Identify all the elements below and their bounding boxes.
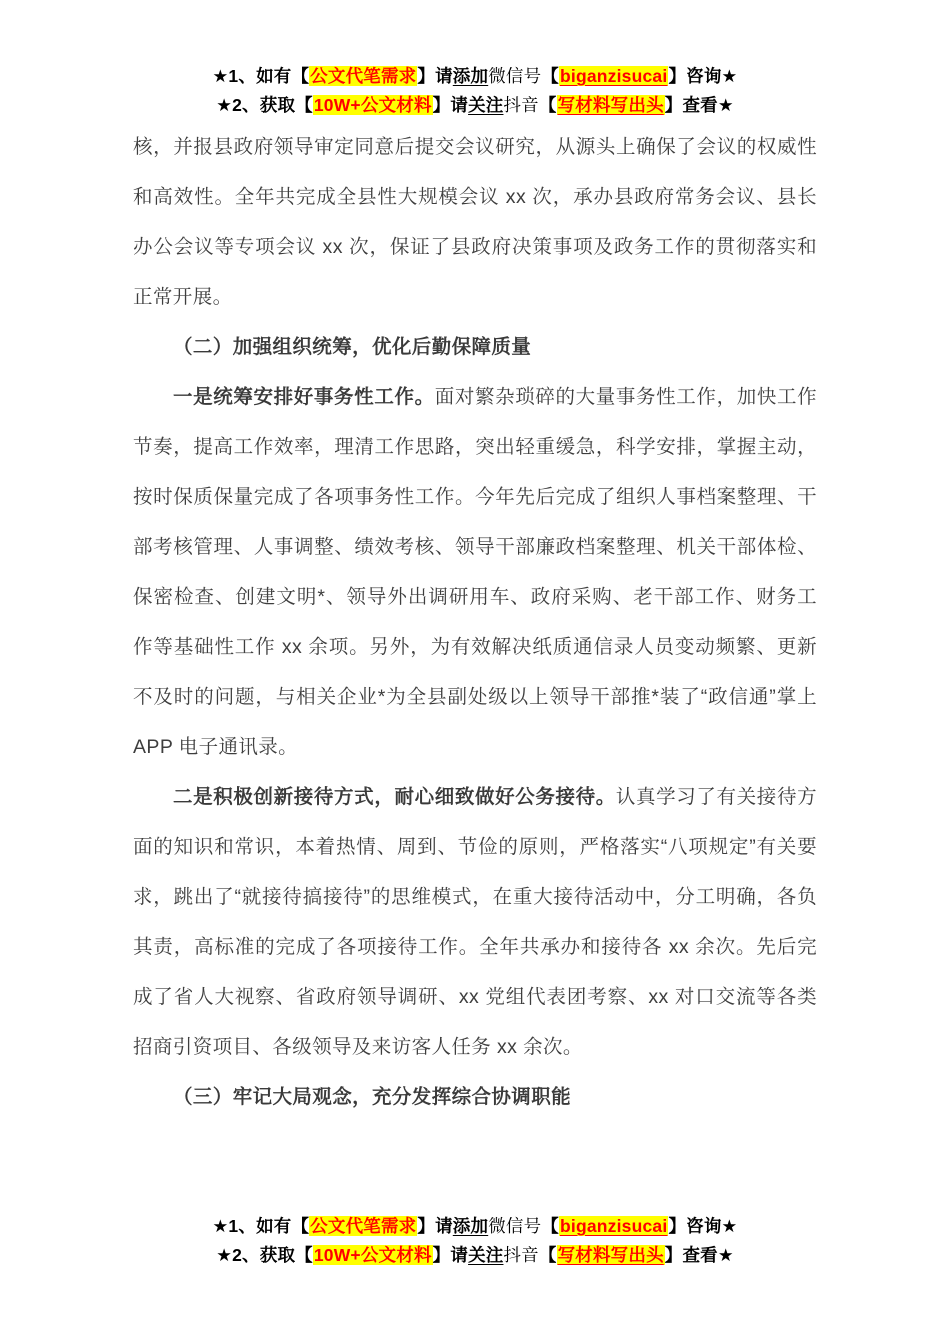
promo-text: 】请 [432, 1244, 469, 1265]
promo-text-douyin: 抖音 [503, 94, 539, 115]
underline-tianjia: 添加 [452, 66, 489, 86]
document-body [133, 122, 817, 1122]
paragraph-body-text: 面对繁杂琐碎的大量事务性工作，加快工作节奏，提高工作效率，理清工作思路，突出轻重缓急，科学安排，掌握主动，按时保质保量完成了各项事务性工作。今年先后完成了组织人事档案整理、干部考核管理、人事调整、绩效考核、领导干部廉政档案整理、机关干部体检、保密检查、创建文明*、领导外出调研用车、政府采购、老干部工作、财务工作等基础性工作 xx 余项。另外，为有效解决纸质通信录人员变动频繁、更新不及时的问题，与相关企业*为全县副处级以上领导干部推*装了“政信通”掌上 APP 电子通讯录。 [133, 386, 817, 758]
underline-tianjia: 添加 [452, 1216, 489, 1236]
promo-line-2 [0, 91, 950, 120]
promo-text: 【 [538, 1244, 557, 1265]
promo-text-wechat: 微信号 [488, 1216, 542, 1236]
promo-text: ★2、获取【 [216, 1244, 313, 1265]
section-heading-2: （二）加强组织统筹，优化后勤保障质量 [173, 336, 532, 358]
underline-guanzhu: 关注 [468, 94, 504, 115]
paragraph-lead-bold: 二是积极创新接待方式，耐心细致做好公务接待。 [173, 786, 616, 808]
promo-text: 【 [538, 94, 557, 115]
highlight-gongwen-cailiao: 10W+公文材料 [313, 1244, 432, 1265]
paragraph-body-text: 认真学习了有关接待方面的知识和常识，本着热情、周到、节俭的原则，严格落实“八项规定”有关要求，跳出了“就接待搞接待”的思维模式，在重大接待活动中，分工明确，各负其责，高标准的完成了各项接待工作。全年共承办和接待各 xx 余次。先后完成了省人大视察、省政府领导调研、xx 党组代表团考察、xx 对口交流等各类招商引资项目、各级领导及来访客人任务 xx 余次。 [133, 786, 817, 1058]
promo-text: ★1、如有【 [212, 66, 310, 86]
promo-text: 】咨询★ [668, 66, 738, 86]
promo-text: 】请 [417, 66, 453, 86]
highlight-douyin-id: 写材料写出头 [557, 1244, 664, 1265]
paragraph-continuation: 核，并报县政府领导审定同意后提交会议研究，从源头上确保了会议的权威性和高效性。全年共完成全县性大规模会议 xx 次，承办县政府常务会议、县长办公会议等专项会议 xx 次，保证了县政府决策事项及政务工作的贯彻落实和正常开展。 [133, 136, 817, 308]
promo-text: 】咨询★ [668, 1216, 738, 1236]
promo-line-2 [0, 1241, 950, 1270]
promo-text-wechat: 微信号 [488, 66, 542, 86]
section-heading-3: （三）牢记大局观念，充分发挥综合协调职能 [173, 1086, 572, 1108]
paragraph-lead-bold: 一是统筹安排好事务性工作。 [173, 386, 435, 408]
highlight-wechat-id: biganzisucai [560, 66, 668, 86]
promo-text: 】查看★ [664, 1244, 734, 1265]
promo-text: 【 [541, 1216, 559, 1236]
highlight-douyin-id: 写材料写出头 [557, 94, 664, 115]
promo-banner-bottom [0, 1212, 950, 1269]
highlight-gongwen-daibi: 公文代笔需求 [310, 1216, 417, 1236]
promo-text: 【 [541, 66, 559, 86]
promo-text: ★2、获取【 [216, 94, 313, 115]
underline-guanzhu: 关注 [468, 1244, 504, 1265]
promo-text: 】查看★ [664, 94, 734, 115]
promo-banner-top [0, 62, 950, 119]
promo-text-douyin: 抖音 [503, 1244, 539, 1265]
promo-text: 】请 [432, 94, 469, 115]
promo-line-1 [0, 62, 950, 91]
promo-line-1 [0, 1212, 950, 1241]
highlight-gongwen-daibi: 公文代笔需求 [310, 66, 417, 86]
paragraph-reception-work [133, 772, 817, 1072]
promo-text: 】请 [417, 1216, 453, 1236]
highlight-gongwen-cailiao: 10W+公文材料 [313, 94, 432, 115]
paragraph-affairs-work [133, 372, 817, 772]
promo-text: ★1、如有【 [212, 1216, 310, 1236]
highlight-wechat-id: biganzisucai [560, 1216, 668, 1236]
